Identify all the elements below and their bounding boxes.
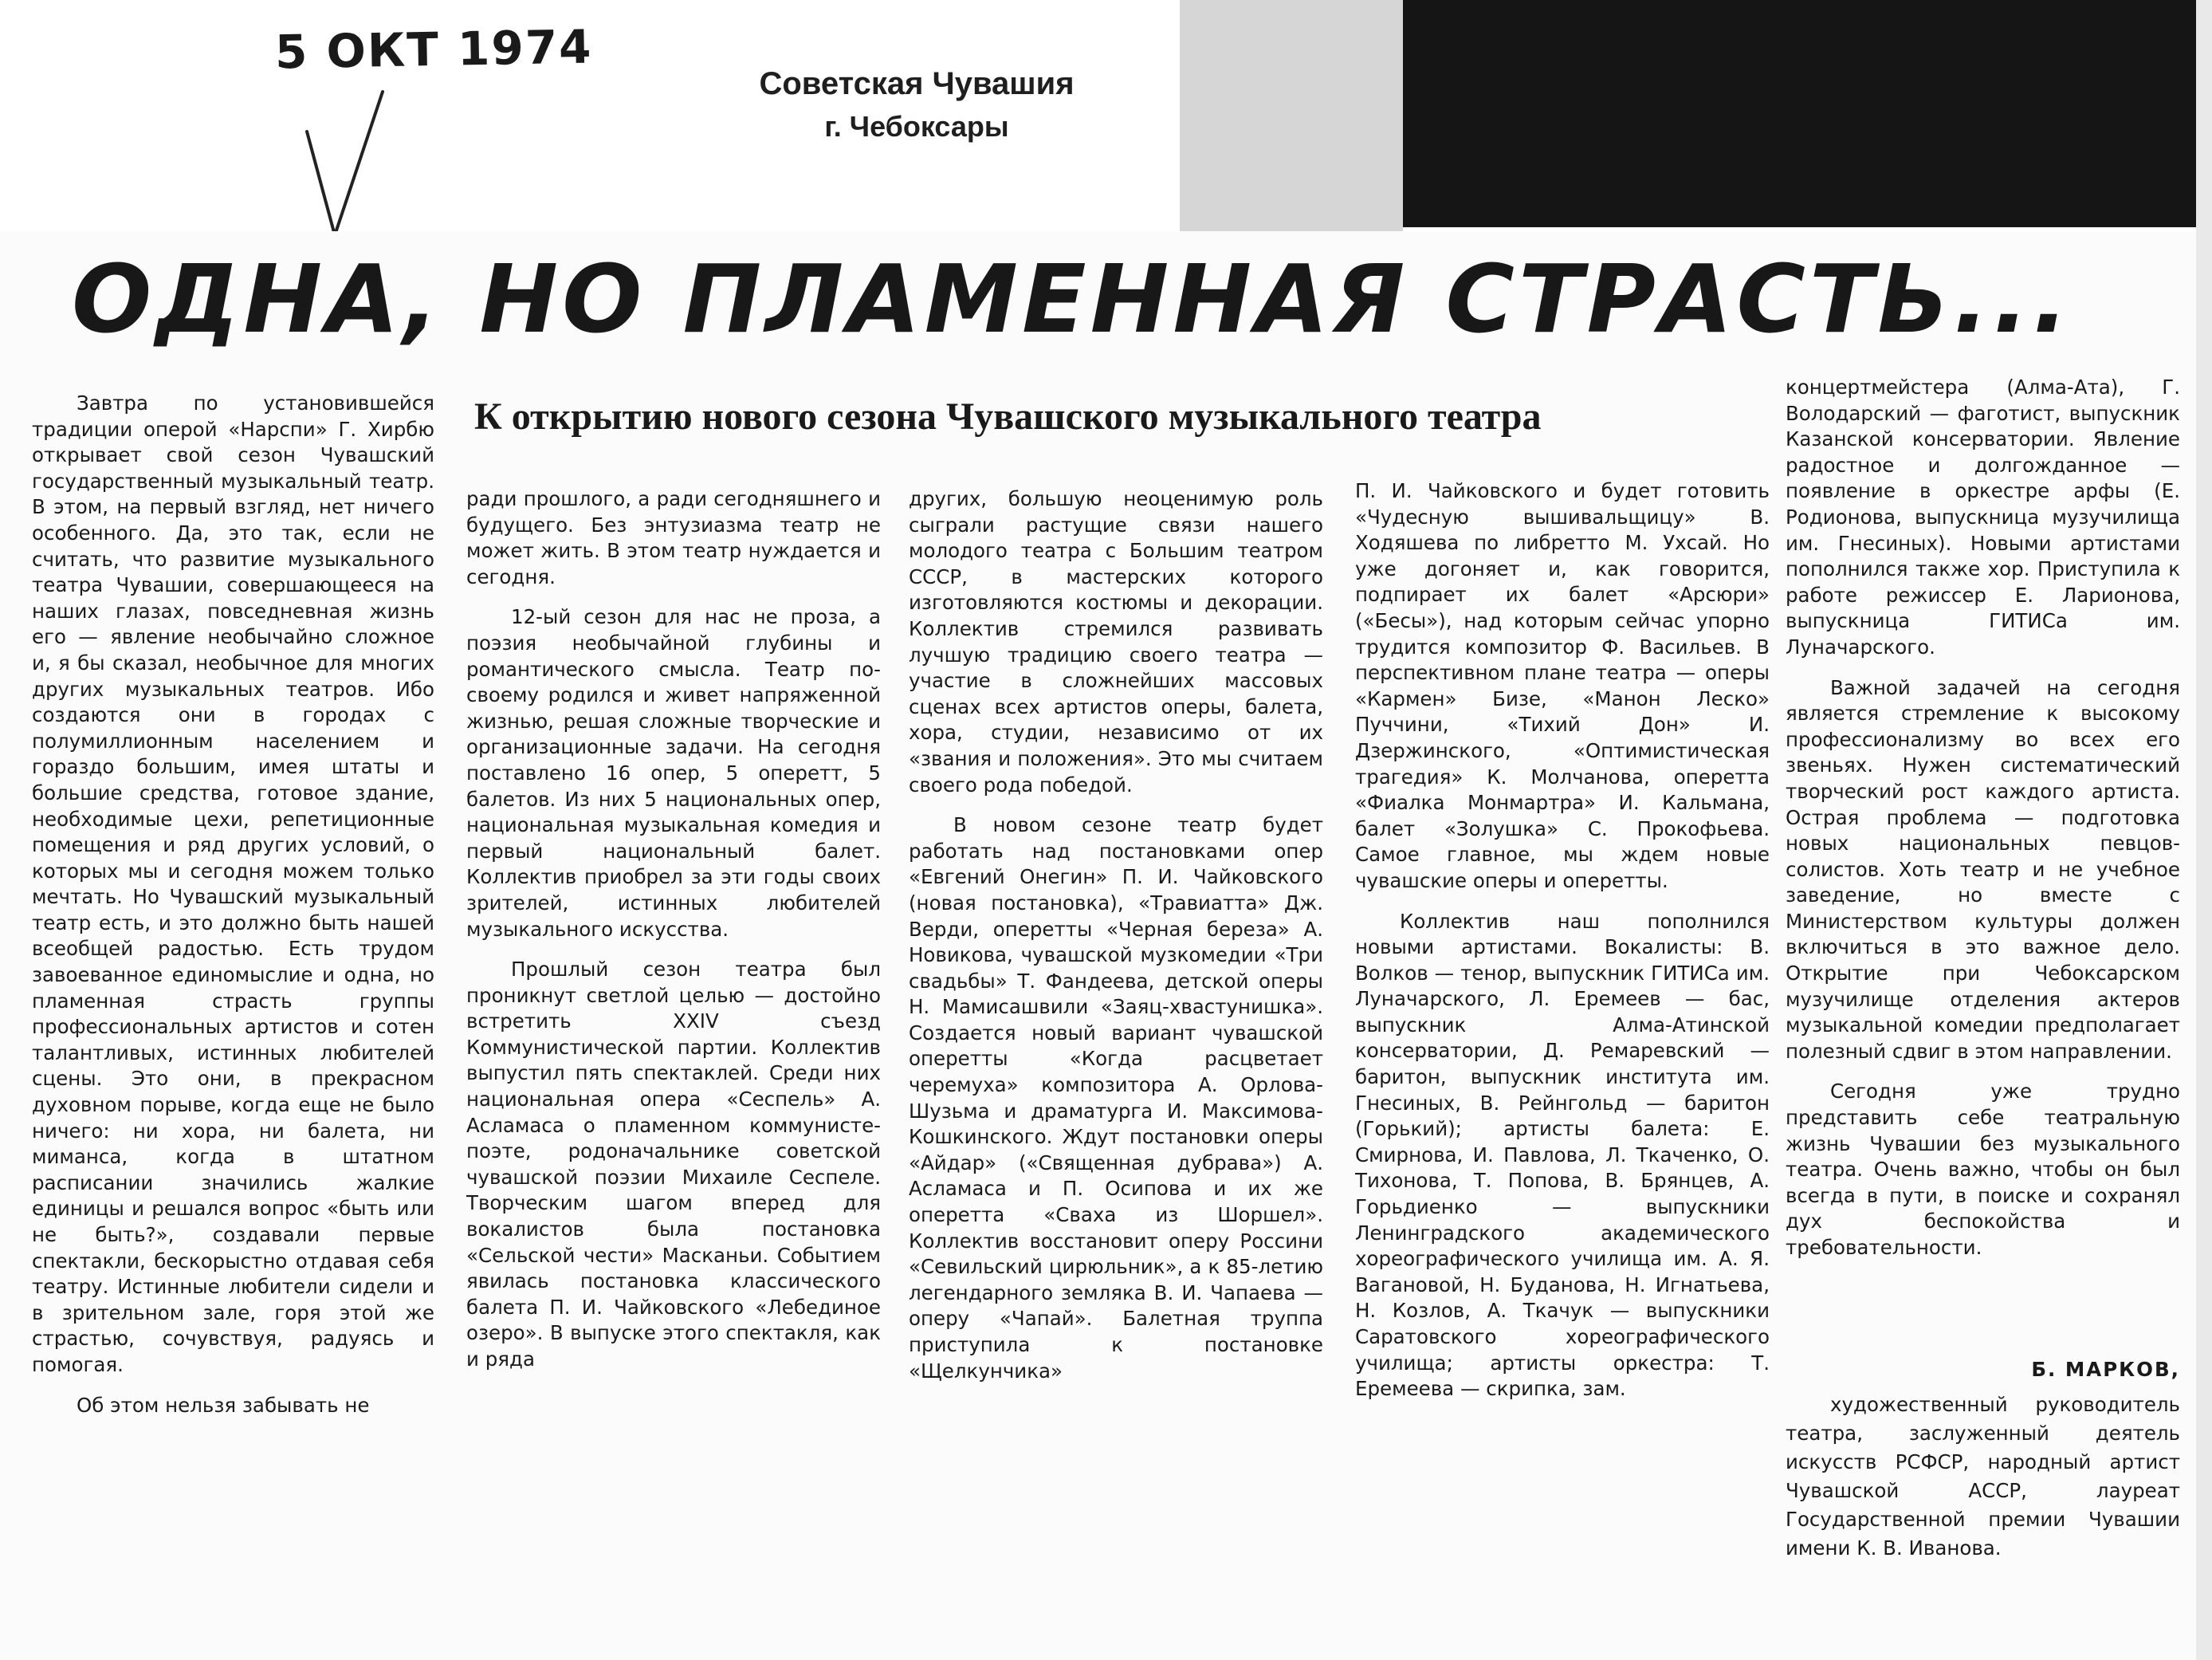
paragraph: П. И. Чайковского и будет готовить «Чудесную вышивальщицу» В. Ходяшева по либретто М. Ухсай. Но уже догоняет и, как говорится, подпирает их балет «Арсюри» («Бесы»), над которым сейчас упорно трудится композитор Ф. Васильев. В перспективном плане театра — оперы «Кармен» Бизе, «Манон Леско» Пуччини, «Тихий Дон» И. Дзержинского, «Оптимистическая трагедия» К. Молчанова, оперетта «Фиалка Монмартра» И. Кальмана, балет «Золушка» С. Прокофьева. Самое главное, мы ждем новые чувашские оперы и оперетты.	[1355, 479, 1770, 892]
paragraph: Коллектив наш пополнился новыми артистами. Вокалисты: В. Волков — тенор, выпускник ГИТИСа им. Луначарского, Л. Еремеев — бас, выпускник Алма-Атинской консерватории, Д. Ремаревский — баритон, выпускник института им. Гнесиных, В. Рейнгольд — баритон (Горький); артисты балета: Е. Смирнова, И. Павлова, Л. Ткаченко, О. Тихонова, Т. Попова, В. Брянцев, А. Горьдиенко — выпускники Ленинградского академического хореографического училища им. А. Я. Вагановой, Н. Буданова, Н. Игнатьева, Н. Козлов, А. Ткачук — выпускники Саратовского хореографического училища; артисты оркестра: Т. Еремеева — скрипка, зам.	[1355, 909, 1770, 1401]
article-subheadline: К открытию нового сезона Чувашского музыкального театра	[474, 395, 1542, 438]
newspaper-name: Советская Чувашия	[759, 66, 1075, 101]
paragraph: концертмейстера (Алма-Ата), Г. Володарский — фаготист, выпускник Казанской консерватории. Явление радостное и долгожданное — появление в оркестре арфы (Е. Родионова, выпускница музучилища им. Гнесиных). Новыми артистами пополнился также хор. Приступила к работе режиссер Е. Ларионова, выпускница ГИТИСа им. Луначарского.	[1786, 376, 2180, 659]
author-role: художественный руководитель театра, заслуженный деятель искусств РСФСР, народный артист Чувашской АССР, лауреат Государственной премии Чувашии имени К. В. Иванова.	[1786, 1393, 2180, 1560]
article-column-5	[1786, 375, 2180, 1332]
date-stamp: 5 ОКТ 1974	[274, 19, 594, 80]
paragraph: Об этом нельзя забывать не	[77, 1393, 370, 1417]
author-name: Б. МАРКОВ,	[2031, 1358, 2180, 1381]
newspaper-city: г. Чебоксары	[824, 110, 1009, 143]
article-headline: ОДНА, НО ПЛАМЕННАЯ СТРАСТЬ...	[72, 244, 2073, 354]
author-signature	[1786, 1355, 2180, 1563]
paragraph: Завтра по установившейся традиции оперой «Нарспи» Г. Хирбю открывает свой сезон Чувашский государственный музыкальный театр. В этом, на первый взгляд, нет ничего особенного. Да, это так, если не считать, что развитие музыкального театра Чувашии, совершающееся на наших глазах, повседневная жизнь его — явление необычайно сложное и, я бы сказал, необычное для многих других музыкальных театров. Ибо создаются они в городах с полумиллионным населением и гораздо большим, имея штаты и большие средства, готовое здание, необходимые цехи, репетиционные помещения и ряд других условий, о которых мы и сегодня можем только мечтать. Но Чувашский музыкальный театр есть, и это должно быть нашей всеобщей радостью. Есть трудом завоеванное единомыслие и одна, но пламенная страсть группы профессиональных артистов и сотен талантливых, истинных любителей сцены. Это они, в прекрасном духовном порыве, когда еще не было ничего: ни хора, ни балета, ни миманса, когда в штатном расписании значились жалкие единицы и решался вопрос «быть или не быть?», создавали первые спектакли, бескорыстно отдавая себя театру. Истинные любители сидели и в зрительном зале, горя этой же страстью, сочувствуя, радуясь и помогая.	[32, 391, 434, 1376]
top-clipping	[0, 0, 1180, 239]
article-column-4	[1355, 478, 1770, 1642]
paragraph: 12-ый сезон для нас не проза, а поэзия необычайной глубины и романтического смысла. Театр по-своему родился и живет напряженной жизнью, решая сложные творческие и организационные задачи. На сегодня поставлено 16 опер, 5 оперетт, 5 балетов. Из них 5 национальных опер, национальная музыкальная комедия и первый национальный балет. Коллектив приобрел за эти годы своих зрителей, истинных любителей музыкального искусства.	[466, 605, 881, 941]
background-dark-area	[1403, 0, 2212, 227]
paragraph: В новом сезоне театр будет работать над постановками опер «Евгений Онегин» П. И. Чайковского (новая постановка), «Травиатта» Дж. Верди, оперетты «Черная береза» А. Новикова, чувашской музкомедии «Три свадьбы» Т. Фандеева, детской оперы Н. Мамисашвили «Заяц-хвастунишка». Создается новый вариант чувашской оперетты «Когда расцветает черемуха» композитора А. Орлова-Шузьма и драматурга И. Максимова-Кошкинского. Ждут постановки оперы «Айдар» («Священная дубрава») А. Асламаса и П. Осипова и их же оперетта «Сваха из Шоршел». Коллектив восстановит оперу Россини «Севильский цирюльник», а к 85-летию легендарного земляка В. И. Чапаева — оперу «Чапай». Балетная труппа приступила к постановке «Щелкунчика»	[909, 813, 1323, 1383]
paragraph: ради прошлого, а ради сегодняшнего и будущего. Без энтузиазма театр не может жить. В этом театр нуждается и сегодня.	[466, 487, 881, 588]
paragraph: Важной задачей на сегодня является стремление к высокому профессионализму во всех его звеньях. Нужен систематический творческий рост каждого артиста. Острая проблема — подготовка новых национальных певцов-солистов. Хоть театр и не учебное заведение, но вместе с Министерством культуры должен включиться в это важное дело. Открытие при Чебоксарском музучилище отделения актеров музыкальной комедии предполагает полезный сдвиг в этом направлении.	[1786, 675, 2180, 1063]
paragraph: Сегодня уже трудно представить себе театральную жизнь Чувашии без музыкального театра. Очень важно, чтобы он был всегда в пути, в поиске и сохранял дух беспокойства и требовательности.	[1786, 1080, 2180, 1259]
article-column-2	[466, 486, 881, 1642]
pencil-check-mark	[303, 84, 391, 243]
background-edge	[2196, 0, 2212, 1660]
paper-shadow	[1180, 0, 1403, 239]
article-column-3	[909, 486, 1323, 1642]
article-column-1	[32, 391, 434, 1642]
newspaper-source	[638, 62, 1196, 148]
paragraph: других, большую неоценимую роль сыграли растущие связи нашего молодого театра с Большим театром СССР, в мастерских которого изготовляются костюмы и декорации. Коллектив стремился развивать лучшую традицию своего театра — участие в сложнейших массовых сценах всех артистов оперы, балета, хора, студии, независимо от их «звания и положения». Это мы считаем своего рода победой.	[909, 487, 1323, 797]
paragraph: Прошлый сезон театра был проникнут светлой целью — достойно встретить XXIV съезд Коммунистической партии. Коллектив выпустил пять спектаклей. Среди них национальная опера «Сеспель» А. Асламаса о пламенном коммунисте-поэте, родоначальнике советской чувашской поэзии Михаиле Сеспеле. Творческим шагом вперед для вокалистов была постановка «Сельской чести» Масканьи. Событием явилась постановка классического балета П. И. Чайковского «Лебединое озеро». В выпуске этого спектакля, как и ряда	[466, 958, 881, 1371]
